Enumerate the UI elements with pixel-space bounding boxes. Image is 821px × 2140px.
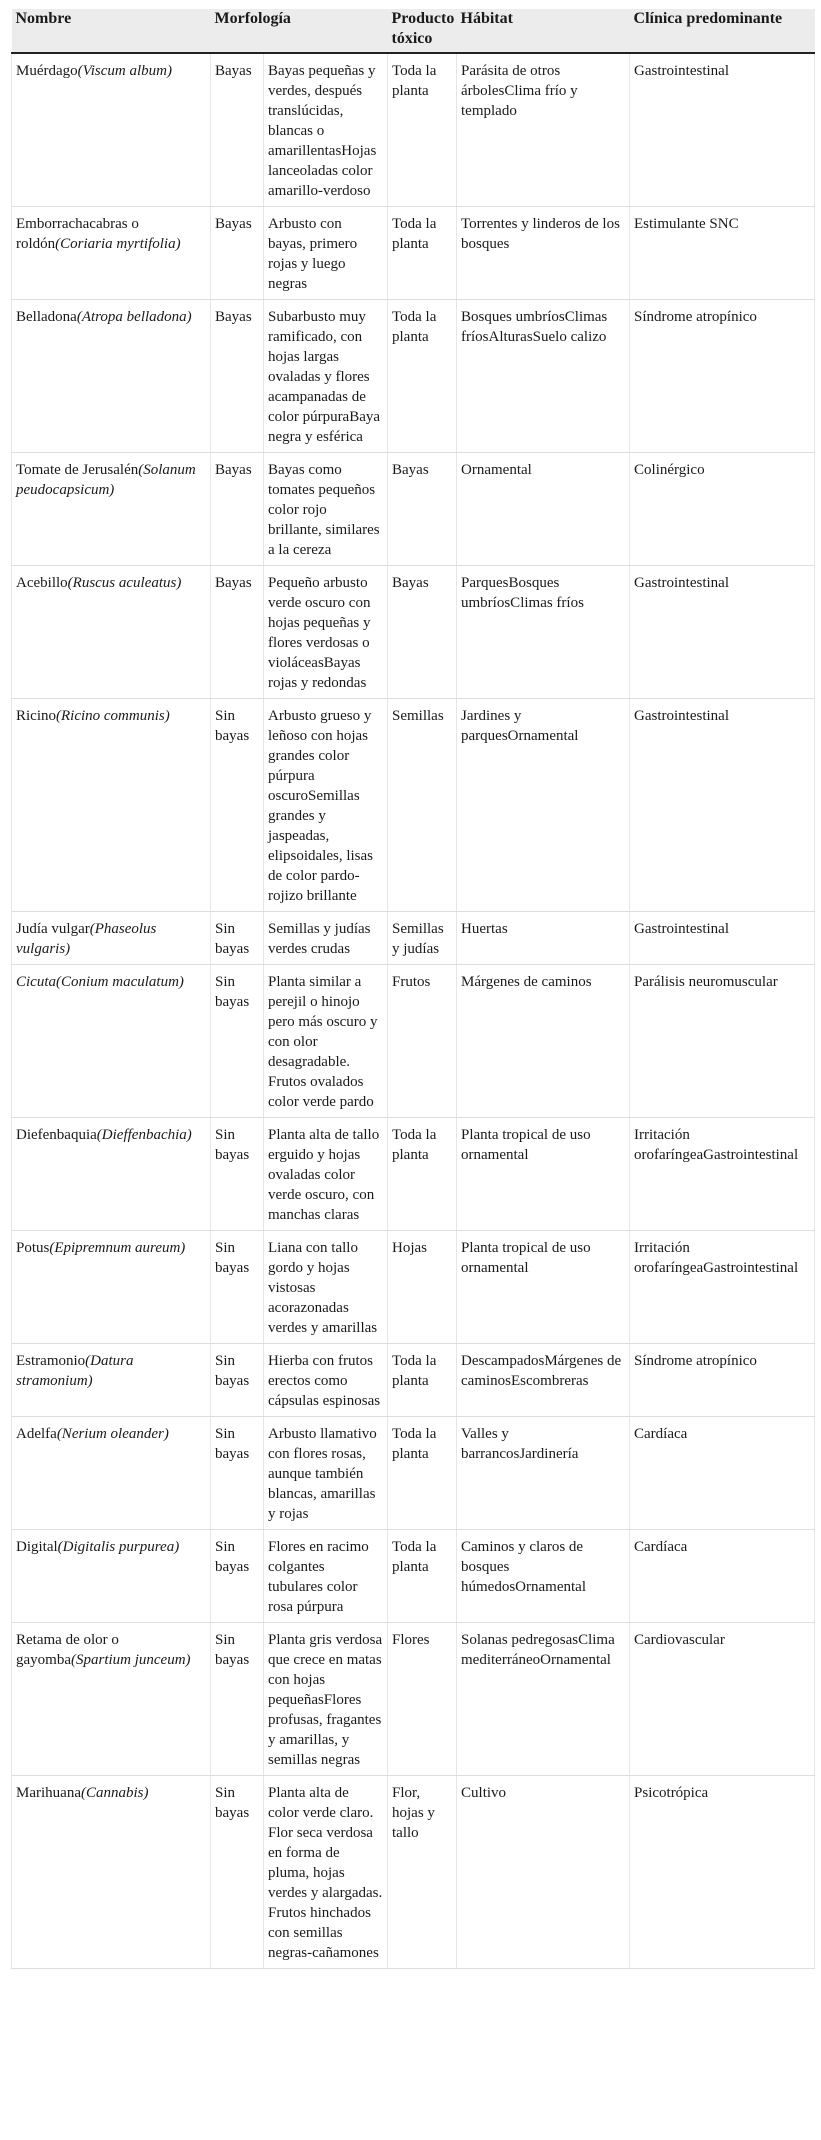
cell-clinic: Irritación orofaríngeaGastrointestinal [630,1118,815,1231]
cell-berries: Sin bayas [211,1231,264,1344]
cell-name [12,699,211,912]
cell-habitat: Bosques umbríosClimas fríosAlturasSuelo calizo [457,300,630,453]
plant-scientific-name: (Spartium junceum) [70,1652,191,1668]
plant-scientific-name: (Nerium oleander) [56,1426,169,1442]
cell-name [12,1118,211,1231]
cell-name [12,1417,211,1530]
table-row [12,699,815,912]
plant-common-name: Diefenbaquia [16,1127,97,1143]
table-row [12,53,815,207]
table-header [12,9,815,53]
cell-habitat: Caminos y claros de bosques húmedosOrnamental [457,1530,630,1623]
cell-clinic: Irritación orofaríngeaGastrointestinal [630,1231,815,1344]
cell-clinic: Gastrointestinal [630,699,815,912]
cell-habitat: Planta tropical de uso ornamental [457,1231,630,1344]
cell-berries: Bayas [211,566,264,699]
plant-scientific-name: (Epipremnum aureum) [49,1240,186,1256]
cell-toxic-product: Flor, hojas y tallo [388,1776,457,1969]
plant-common-name: Marihuana [16,1785,81,1801]
cell-habitat: Parásita de otros árbolesClima frío y templado [457,53,630,207]
cell-berries: Sin bayas [211,1344,264,1417]
cell-toxic-product: Toda la planta [388,207,457,300]
plant-common-name: Digital [16,1539,58,1555]
cell-habitat: Ornamental [457,453,630,566]
cell-name [12,207,211,300]
plant-scientific-name: (Atropa belladona) [76,309,192,325]
plant-common-name: Emborrachacabras o roldón [16,216,139,252]
cell-berries: Sin bayas [211,1530,264,1623]
table-row [12,1344,815,1417]
cell-berries: Sin bayas [211,1776,264,1969]
plant-scientific-name: (Viscum album) [77,63,172,79]
table-row [12,453,815,566]
cell-berries: Bayas [211,300,264,453]
cell-morphology: Planta alta de color verde claro. Flor seca verdosa en forma de pluma, hojas verdes y alargadas. Frutos hinchados con semillas negras-cañamones [264,1776,388,1969]
plant-scientific-name: (Ruscus aculeatus) [67,575,182,591]
header-habitat: Hábitat [457,9,630,53]
cell-morphology: Arbusto llamativo con flores rosas, aunque también blancas, amarillas y rojas [264,1417,388,1530]
plant-common-name: Judía vulgar [16,921,90,937]
cell-morphology: Planta gris verdosa que crece en matas con hojas pequeñasFlores profusas, fragantes y amarillas, y semillas negras [264,1623,388,1776]
cell-morphology: Arbusto grueso y leñoso con hojas grandes color púrpura oscuroSemillas grandes y jaspeadas, elipsoidales, lisas de color pardo-rojizo brillante [264,699,388,912]
cell-name [12,300,211,453]
cell-habitat: Jardines y parquesOrnamental [457,699,630,912]
cell-habitat: Valles y barrancosJardinería [457,1417,630,1530]
cell-toxic-product: Toda la planta [388,1118,457,1231]
plant-scientific-name: (Digitalis purpurea) [57,1539,180,1555]
plant-scientific-name: (Datura stramonium) [16,1353,134,1389]
cell-toxic-product: Bayas [388,566,457,699]
cell-habitat: Torrentes y linderos de los bosques [457,207,630,300]
plant-common-name: Acebillo [16,575,68,591]
cell-name [12,912,211,965]
plant-common-name: Retama de olor o gayomba [16,1632,119,1668]
cell-berries: Sin bayas [211,1417,264,1530]
plant-common-name: Estramonio [16,1353,86,1369]
plant-common-name: Tomate de Jerusalén [16,462,139,478]
table-body [12,53,815,1969]
cell-habitat: Cultivo [457,1776,630,1969]
cell-clinic: Cardíaca [630,1530,815,1623]
cell-clinic: Gastrointestinal [630,53,815,207]
table-row [12,300,815,453]
table-row [12,1118,815,1231]
plant-common-name: Adelfa [16,1426,57,1442]
cell-name [12,1530,211,1623]
cell-berries: Bayas [211,207,264,300]
plant-scientific-name: (Dieffenbachia) [96,1127,192,1143]
cell-morphology: Bayas pequeñas y verdes, después translúcidas, blancas o amarillentasHojas lanceoladas color amarillo-verdoso [264,53,388,207]
cell-clinic: Parálisis neuromuscular [630,965,815,1118]
cell-berries: Bayas [211,453,264,566]
cell-habitat: Solanas pedregosasClima mediterráneoOrnamental [457,1623,630,1776]
table-row [12,1231,815,1344]
cell-habitat: Huertas [457,912,630,965]
cell-name [12,1231,211,1344]
cell-clinic: Gastrointestinal [630,912,815,965]
table-row [12,912,815,965]
cell-name [12,1776,211,1969]
table-row [12,1623,815,1776]
cell-clinic: Psicotrópica [630,1776,815,1969]
cell-morphology: Bayas como tomates pequeños color rojo brillante, similares a la cereza [264,453,388,566]
cell-clinic: Colinérgico [630,453,815,566]
cell-berries: Sin bayas [211,1118,264,1231]
cell-morphology: Planta alta de tallo erguido y hojas ovaladas color verde oscuro, con manchas claras [264,1118,388,1231]
cell-toxic-product: Bayas [388,453,457,566]
table-row [12,1417,815,1530]
table-row [12,1530,815,1623]
cell-berries: Bayas [211,53,264,207]
plant-common-name: Ricino [16,708,56,724]
cell-morphology: Semillas y judías verdes crudas [264,912,388,965]
cell-berries: Sin bayas [211,912,264,965]
plant-scientific-name: (Solanum peudocapsicum) [16,462,196,498]
cell-clinic: Síndrome atropínico [630,300,815,453]
plant-scientific-name: (Ricino communis) [56,708,170,724]
cell-morphology: Subarbusto muy ramificado, con hojas largas ovaladas y flores acampanadas de color púrpuraBaya negra y esférica [264,300,388,453]
table-row [12,965,815,1118]
cell-toxic-product: Toda la planta [388,1344,457,1417]
cell-morphology: Pequeño arbusto verde oscuro con hojas pequeñas y flores verdosas o violáceasBayas rojas y redondas [264,566,388,699]
table-row [12,566,815,699]
table-row [12,207,815,300]
plant-scientific-name: (Phaseolus vulgaris) [16,921,157,957]
cell-toxic-product: Hojas [388,1231,457,1344]
cell-toxic-product: Toda la planta [388,1417,457,1530]
cell-toxic-product: Flores [388,1623,457,1776]
plant-common-name: Muérdago [16,63,78,79]
cell-toxic-product: Frutos [388,965,457,1118]
cell-morphology: Planta similar a perejil o hinojo pero más oscuro y con olor desagradable. Frutos ovalados color verde pardo [264,965,388,1118]
cell-toxic-product: Toda la planta [388,300,457,453]
plant-common-name: Potus [16,1240,50,1256]
toxic-plants-table [11,9,815,1969]
header-nombre: Nombre [12,9,211,53]
header-producto-toxico: Producto tóxico [388,9,457,53]
cell-name [12,453,211,566]
cell-clinic: Estimulante SNC [630,207,815,300]
plant-scientific-name: Cicuta(Conium maculatum) [16,974,184,990]
cell-clinic: Cardiovascular [630,1623,815,1776]
header-morfologia: Morfología [211,9,388,53]
cell-name [12,965,211,1118]
cell-morphology: Flores en racimo colgantes tubulares color rosa púrpura [264,1530,388,1623]
cell-morphology: Liana con tallo gordo y hojas vistosas acorazonadas verdes y amarillas [264,1231,388,1344]
cell-toxic-product: Semillas [388,699,457,912]
cell-berries: Sin bayas [211,1623,264,1776]
cell-morphology: Arbusto con bayas, primero rojas y luego negras [264,207,388,300]
table-row [12,1776,815,1969]
cell-clinic: Cardíaca [630,1417,815,1530]
cell-habitat: DescampadosMárgenes de caminosEscombreras [457,1344,630,1417]
plant-common-name: Belladona [16,309,77,325]
cell-morphology: Hierba con frutos erectos como cápsulas espinosas [264,1344,388,1417]
cell-toxic-product: Toda la planta [388,53,457,207]
cell-clinic: Síndrome atropínico [630,1344,815,1417]
cell-clinic: Gastrointestinal [630,566,815,699]
cell-name [12,1344,211,1417]
cell-habitat: ParquesBosques umbríosClimas fríos [457,566,630,699]
cell-name [12,1623,211,1776]
cell-habitat: Márgenes de caminos [457,965,630,1118]
cell-berries: Sin bayas [211,699,264,912]
cell-name [12,566,211,699]
cell-habitat: Planta tropical de uso ornamental [457,1118,630,1231]
cell-toxic-product: Semillas y judías [388,912,457,965]
header-clinica: Clínica predominante [630,9,815,53]
plant-scientific-name: (Cannabis) [80,1785,149,1801]
plant-scientific-name: (Coriaria myrtifolia) [55,236,181,252]
cell-name [12,53,211,207]
cell-berries: Sin bayas [211,965,264,1118]
cell-toxic-product: Toda la planta [388,1530,457,1623]
